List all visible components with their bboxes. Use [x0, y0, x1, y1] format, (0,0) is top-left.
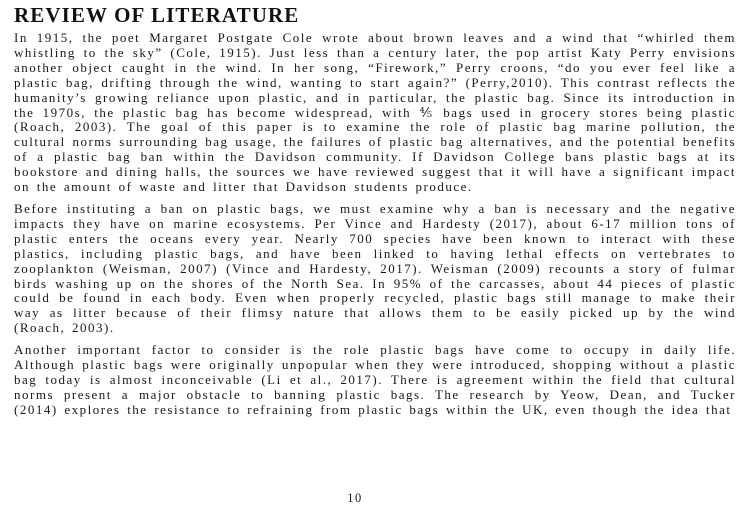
paragraph-cultural-norms: Another important factor to consider is the role plastic bags have come to occupy in daily life. Although plastic bags were originally unpopular when they were introduced, shopping without a plastic bag today is almost inconceivable (Li et al., 2017). There is agreement within the field that cultural norms present a major obstacle to banning plastic bags. The research by Yeow, Dean, and Tucker (2014) explores the resistance to refraining from plastic bags within the UK, even though the idea that	[14, 342, 736, 417]
section-heading: REVIEW OF LITERATURE	[14, 3, 300, 27]
page-number: 10	[347, 491, 363, 505]
paragraph-intro: In 1915, the poet Margaret Postgate Cole wrote about brown leaves and a wind that “whirled them whistling to the sky” (Cole, 1915). Just less than a century later, the pop artist Katy Perry envisions another object caught in the wind. In her song, “Firework,” Perry croons, “do you ever feel like a plastic bag, drifting through the wind, wanting to start again?” (Perry,2010). This contrast reflects the humanity’s growing reliance upon plastic, and in particular, the plastic bag. Since its introduction in the 1970s, the plastic bag has become widespread, with ⅘ bags used in grocery stores being plastic (Roach, 2003). The goal of this paper is to examine the role of plastic bag marine pollution, the cultural norms surrounding bag usage, the failures of plastic bag alternatives, and the potential benefits of a plastic bag ban within the Davidson community. If Davidson College bans plastic bags at its bookstore and dining halls, the sources we have reviewed suggest that it will have a significant impact on the amount of waste and litter that Davidson students produce.	[14, 30, 737, 195]
paragraph-marine-impacts: Before instituting a ban on plastic bags, we must examine why a ban is necessary and the negative impacts they have on marine ecosystems. Per Vince and Hardesty (2017), about 6-17 million tons of plastic enters the oceans every year. Nearly 700 species have been known to interact with these plastics, including plastic bags, and have been linked to having lethal effects on vertebrates to zooplankton (Weisman, 2007) (Vince and Hardesty, 2017). Weisman (2009) recounts a story of fulmar birds washing up on the shores of the North Sea. In 95% of the carcasses, about 44 pieces of plastic could be found in each body. Even when properly recycled, plastic bags still manage to make their way as litter because of their flimsy nature that allows them to be easily picked up by the wind (Roach, 2003).	[14, 200, 736, 336]
